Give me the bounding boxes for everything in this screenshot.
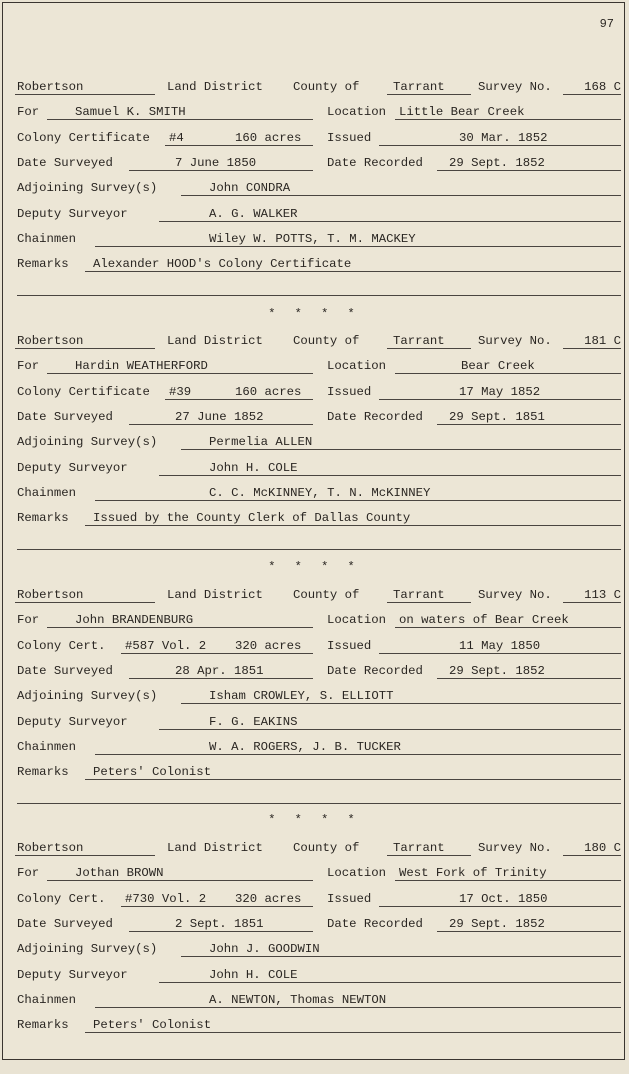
location-label: Location xyxy=(327,613,387,628)
colony-cert-label: Colony Certificate xyxy=(17,130,150,145)
chainmen-underline xyxy=(95,1007,621,1008)
header-row xyxy=(15,73,621,97)
survey-record xyxy=(3,581,626,821)
issued-label: Issued xyxy=(327,384,372,399)
survey-no-value: 113 C xyxy=(584,588,621,602)
for-label: For xyxy=(17,105,40,120)
deputy-label: Deputy Surveyor xyxy=(17,714,128,729)
issued-value: 17 May 1852 xyxy=(459,384,541,399)
survey-no-label: Survey No. xyxy=(478,588,552,602)
chainmen-underline xyxy=(95,246,621,247)
location-label: Location xyxy=(327,105,387,120)
deputy-label: Deputy Surveyor xyxy=(17,967,128,982)
date-surveyed-underline xyxy=(129,678,313,679)
for-value: Samuel K. SMITH xyxy=(75,105,186,120)
deputy-value: A. G. WALKER xyxy=(209,206,298,221)
remarks-value: Peters' Colonist xyxy=(93,1018,212,1033)
date-recorded-label: Date Recorded xyxy=(327,409,423,424)
district-underline xyxy=(15,348,155,349)
chainmen-underline xyxy=(95,500,621,501)
for-row xyxy=(15,352,621,376)
issued-underline xyxy=(379,653,621,654)
colony-cert-underline xyxy=(165,145,313,146)
chainmen-label: Chainmen xyxy=(17,231,77,246)
blank-line xyxy=(17,549,621,550)
chainmen-label: Chainmen xyxy=(17,485,77,500)
chainmen-value: C. C. McKINNEY, T. N. McKINNEY xyxy=(209,485,431,500)
issued-value: 17 Oct. 1850 xyxy=(459,891,548,906)
adjoining-underline xyxy=(181,956,621,957)
location-underline xyxy=(395,627,621,628)
district-underline xyxy=(15,855,155,856)
date-recorded-value: 29 Sept. 1851 xyxy=(449,409,545,424)
survey-no-label: Survey No. xyxy=(478,80,552,94)
colony-cert-label: Colony Cert. xyxy=(17,891,106,906)
date-recorded-label: Date Recorded xyxy=(327,155,423,170)
survey-record xyxy=(3,834,626,1074)
date-recorded-label: Date Recorded xyxy=(327,663,423,678)
survey-record xyxy=(3,327,626,567)
adjoining-value: Isham CROWLEY, S. ELLIOTT xyxy=(209,689,394,704)
date-surveyed-underline xyxy=(129,931,313,932)
remarks-row xyxy=(15,504,621,528)
survey-no-underline xyxy=(563,602,621,603)
survey-no-value: 181 C xyxy=(584,334,621,348)
date-recorded-underline xyxy=(437,931,621,932)
deputy-value: F. G. EAKINS xyxy=(209,714,298,729)
deputy-underline xyxy=(159,729,621,730)
separator-stars: * * * * xyxy=(268,560,361,574)
deputy-row xyxy=(15,961,621,985)
for-label: For xyxy=(17,359,40,374)
adjoining-row xyxy=(15,682,621,706)
county-underline xyxy=(387,94,471,95)
issued-label: Issued xyxy=(327,130,372,145)
for-value: Hardin WEATHERFORD xyxy=(75,359,208,374)
location-value: on waters of Bear Creek xyxy=(399,613,569,628)
issued-underline xyxy=(379,399,621,400)
date-surveyed-label: Date Surveyed xyxy=(17,409,113,424)
chainmen-underline xyxy=(95,754,621,755)
remarks-label: Remarks xyxy=(17,765,69,780)
acres-value: 320 acres xyxy=(235,891,302,906)
survey-record xyxy=(3,73,626,313)
county-of-label: County of xyxy=(293,841,360,855)
for-underline xyxy=(47,880,313,881)
issued-underline xyxy=(379,145,621,146)
deputy-value: John H. COLE xyxy=(209,967,298,982)
date-row xyxy=(15,910,621,934)
colony-cert-value: #730 Vol. 2 xyxy=(125,891,207,906)
date-surveyed-label: Date Surveyed xyxy=(17,916,113,931)
remarks-label: Remarks xyxy=(17,1018,69,1033)
district-value: Robertson xyxy=(17,80,84,94)
land-district-label: Land District xyxy=(167,841,263,855)
chainmen-row xyxy=(15,479,621,503)
date-surveyed-underline xyxy=(129,170,313,171)
deputy-underline xyxy=(159,221,621,222)
date-surveyed-value: 27 June 1852 xyxy=(175,409,264,424)
issued-value: 11 May 1850 xyxy=(459,638,541,653)
for-value: John BRANDENBURG xyxy=(75,613,194,628)
county-of-label: County of xyxy=(293,588,360,602)
for-underline xyxy=(47,373,313,374)
location-label: Location xyxy=(327,866,387,881)
location-underline xyxy=(395,119,621,120)
remarks-row xyxy=(15,1011,621,1035)
date-recorded-underline xyxy=(437,170,621,171)
adjoining-row xyxy=(15,174,621,198)
chainmen-label: Chainmen xyxy=(17,739,77,754)
county-value: Tarrant xyxy=(393,841,445,855)
for-value: Jothan BROWN xyxy=(75,866,164,881)
chainmen-value: Wiley W. POTTS, T. M. MACKEY xyxy=(209,231,416,246)
issued-label: Issued xyxy=(327,891,372,906)
blank-line xyxy=(17,803,621,804)
location-label: Location xyxy=(327,359,387,374)
issued-underline xyxy=(379,906,621,907)
for-row xyxy=(15,859,621,883)
county-of-label: County of xyxy=(293,334,360,348)
survey-no-underline xyxy=(563,855,621,856)
district-value: Robertson xyxy=(17,588,84,602)
header-row xyxy=(15,834,621,858)
deputy-value: John H. COLE xyxy=(209,460,298,475)
adjoining-underline xyxy=(181,449,621,450)
date-surveyed-value: 2 Sept. 1851 xyxy=(175,916,264,931)
adjoining-underline xyxy=(181,703,621,704)
date-row xyxy=(15,149,621,173)
issued-label: Issued xyxy=(327,638,372,653)
remarks-underline xyxy=(85,271,621,272)
date-surveyed-label: Date Surveyed xyxy=(17,663,113,678)
deputy-row xyxy=(15,708,621,732)
district-underline xyxy=(15,602,155,603)
district-underline xyxy=(15,94,155,95)
chainmen-row xyxy=(15,986,621,1010)
acres-value: 160 acres xyxy=(235,384,302,399)
location-underline xyxy=(395,880,621,881)
acres-value: 320 acres xyxy=(235,638,302,653)
county-underline xyxy=(387,602,471,603)
location-underline xyxy=(395,373,621,374)
date-recorded-value: 29 Sept. 1852 xyxy=(449,663,545,678)
page-number: 97 xyxy=(599,17,614,31)
survey-no-label: Survey No. xyxy=(478,841,552,855)
adjoining-value: John J. GOODWIN xyxy=(209,942,320,957)
adjoining-value: Permelia ALLEN xyxy=(209,435,313,450)
for-label: For xyxy=(17,866,40,881)
survey-no-underline xyxy=(563,94,621,95)
date-recorded-value: 29 Sept. 1852 xyxy=(449,916,545,931)
remarks-row xyxy=(15,758,621,782)
for-underline xyxy=(47,627,313,628)
county-value: Tarrant xyxy=(393,334,445,348)
remarks-value: Issued by the County Clerk of Dallas County xyxy=(93,511,411,526)
colony-cert-value: #4 xyxy=(169,130,184,145)
deputy-underline xyxy=(159,982,621,983)
adjoining-label: Adjoining Survey(s) xyxy=(17,181,158,196)
survey-no-label: Survey No. xyxy=(478,334,552,348)
separator-stars: * * * * xyxy=(268,307,361,321)
date-surveyed-label: Date Surveyed xyxy=(17,155,113,170)
location-value: West Fork of Trinity xyxy=(399,866,547,881)
for-underline xyxy=(47,119,313,120)
adjoining-label: Adjoining Survey(s) xyxy=(17,689,158,704)
date-surveyed-underline xyxy=(129,424,313,425)
county-value: Tarrant xyxy=(393,80,445,94)
colony-cert-row xyxy=(15,124,621,148)
blank-line xyxy=(17,295,621,296)
survey-no-underline xyxy=(563,348,621,349)
district-value: Robertson xyxy=(17,334,84,348)
colony-cert-underline xyxy=(121,653,313,654)
location-value: Little Bear Creek xyxy=(399,105,525,120)
date-row xyxy=(15,657,621,681)
county-underline xyxy=(387,348,471,349)
chainmen-value: W. A. ROGERS, J. B. TUCKER xyxy=(209,739,401,754)
colony-cert-underline xyxy=(121,906,313,907)
separator-stars: * * * * xyxy=(268,813,361,827)
district-value: Robertson xyxy=(17,841,84,855)
adjoining-label: Adjoining Survey(s) xyxy=(17,942,158,957)
remarks-underline xyxy=(85,779,621,780)
adjoining-underline xyxy=(181,195,621,196)
land-district-label: Land District xyxy=(167,334,263,348)
county-underline xyxy=(387,855,471,856)
deputy-row xyxy=(15,200,621,224)
for-label: For xyxy=(17,613,40,628)
remarks-underline xyxy=(85,525,621,526)
colony-cert-label: Colony Certificate xyxy=(17,384,150,399)
header-row xyxy=(15,327,621,351)
adjoining-row xyxy=(15,428,621,452)
colony-cert-value: #39 xyxy=(169,384,192,399)
adjoining-row xyxy=(15,935,621,959)
remarks-value: Peters' Colonist xyxy=(93,765,212,780)
adjoining-label: Adjoining Survey(s) xyxy=(17,435,158,450)
colony-cert-row xyxy=(15,378,621,402)
deputy-label: Deputy Surveyor xyxy=(17,460,128,475)
survey-no-value: 180 C xyxy=(584,841,621,855)
remarks-label: Remarks xyxy=(17,511,69,526)
deputy-label: Deputy Surveyor xyxy=(17,206,128,221)
issued-value: 30 Mar. 1852 xyxy=(459,130,548,145)
for-row xyxy=(15,606,621,630)
date-surveyed-value: 28 Apr. 1851 xyxy=(175,663,264,678)
land-district-label: Land District xyxy=(167,80,263,94)
date-recorded-underline xyxy=(437,424,621,425)
document-page xyxy=(2,2,625,1060)
acres-value: 160 acres xyxy=(235,130,302,145)
date-surveyed-value: 7 June 1850 xyxy=(175,155,257,170)
survey-no-value: 168 C xyxy=(584,80,621,94)
chainmen-label: Chainmen xyxy=(17,992,77,1007)
date-recorded-underline xyxy=(437,678,621,679)
chainmen-row xyxy=(15,733,621,757)
remarks-underline xyxy=(85,1032,621,1033)
deputy-underline xyxy=(159,475,621,476)
remarks-value: Alexander HOOD's Colony Certificate xyxy=(93,257,352,272)
colony-cert-row xyxy=(15,632,621,656)
colony-cert-value: #587 Vol. 2 xyxy=(125,638,207,653)
date-recorded-label: Date Recorded xyxy=(327,916,423,931)
remarks-label: Remarks xyxy=(17,257,69,272)
colony-cert-underline xyxy=(165,399,313,400)
county-of-label: County of xyxy=(293,80,360,94)
colony-cert-row xyxy=(15,885,621,909)
header-row xyxy=(15,581,621,605)
remarks-row xyxy=(15,250,621,274)
date-recorded-value: 29 Sept. 1852 xyxy=(449,155,545,170)
county-value: Tarrant xyxy=(393,588,445,602)
chainmen-value: A. NEWTON, Thomas NEWTON xyxy=(209,992,387,1007)
location-value: Bear Creek xyxy=(461,359,535,374)
adjoining-value: John CONDRA xyxy=(209,181,291,196)
for-row xyxy=(15,98,621,122)
chainmen-row xyxy=(15,225,621,249)
colony-cert-label: Colony Cert. xyxy=(17,638,106,653)
deputy-row xyxy=(15,454,621,478)
land-district-label: Land District xyxy=(167,588,263,602)
date-row xyxy=(15,403,621,427)
